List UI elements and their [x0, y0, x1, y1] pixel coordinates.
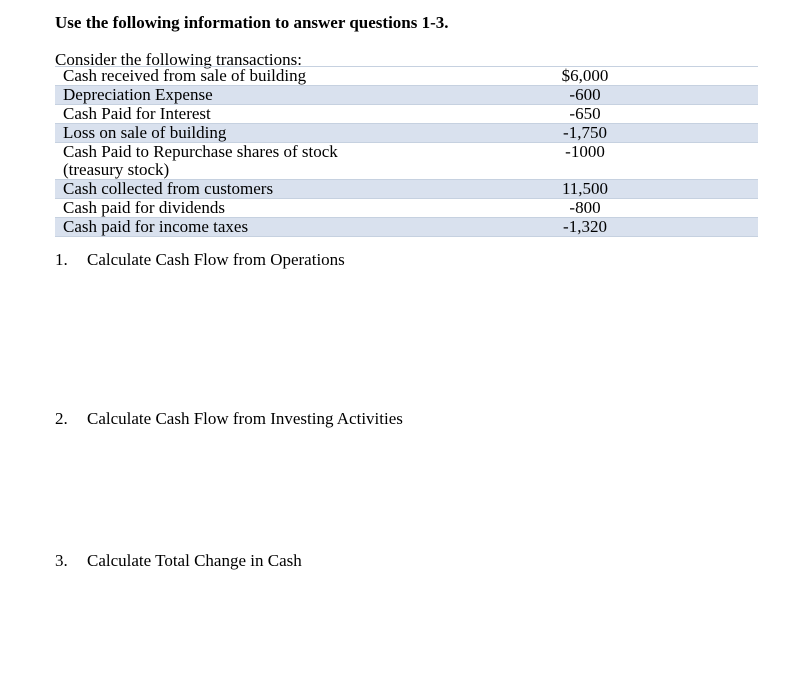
row-amount: -650: [569, 104, 601, 123]
row-label: Cash received from sale of building: [63, 66, 307, 85]
row-amount: -1,320: [563, 217, 607, 236]
row-amount: 11,500: [561, 179, 609, 198]
transactions-table: [55, 67, 758, 237]
instructions-heading: Use the following information to answer questions 1-3.: [55, 13, 449, 32]
table-row: [55, 85, 758, 105]
table-row: [55, 66, 758, 86]
row-label: Cash collected from customers: [63, 179, 274, 198]
question-number: 2.: [55, 409, 68, 428]
table-row: [55, 123, 758, 143]
row-label: Cash paid for income taxes: [63, 217, 249, 236]
row-label-line2: (treasury stock): [63, 160, 170, 179]
table-row: [55, 179, 758, 199]
row-label: Cash paid for dividends: [63, 198, 225, 217]
table-row: [55, 142, 758, 180]
question-2: [55, 409, 403, 429]
row-amount: -1000: [565, 142, 605, 161]
row-label-line1: Cash Paid to Repurchase shares of stock: [63, 142, 338, 161]
transactions-title: Consider the following transactions:: [55, 50, 302, 69]
row-amount: -800: [569, 198, 601, 217]
question-1: [55, 250, 345, 270]
question-3: [55, 551, 302, 571]
question-text: Calculate Cash Flow from Operations: [87, 250, 345, 269]
question-text: Calculate Cash Flow from Investing Activities: [87, 409, 403, 428]
row-label: [55, 143, 533, 179]
row-amount: -600: [569, 85, 601, 104]
row-label: Depreciation Expense: [63, 85, 213, 104]
question-number: 3.: [55, 551, 68, 570]
row-label: Cash Paid for Interest: [63, 104, 211, 123]
table-row: [55, 217, 758, 237]
table-row: [55, 198, 758, 218]
question-text: Calculate Total Change in Cash: [87, 551, 302, 570]
row-amount: $6,000: [561, 66, 609, 85]
question-number: 1.: [55, 250, 68, 269]
table-row: [55, 104, 758, 124]
row-label: Loss on sale of building: [63, 123, 227, 142]
row-amount: -1,750: [563, 123, 607, 142]
